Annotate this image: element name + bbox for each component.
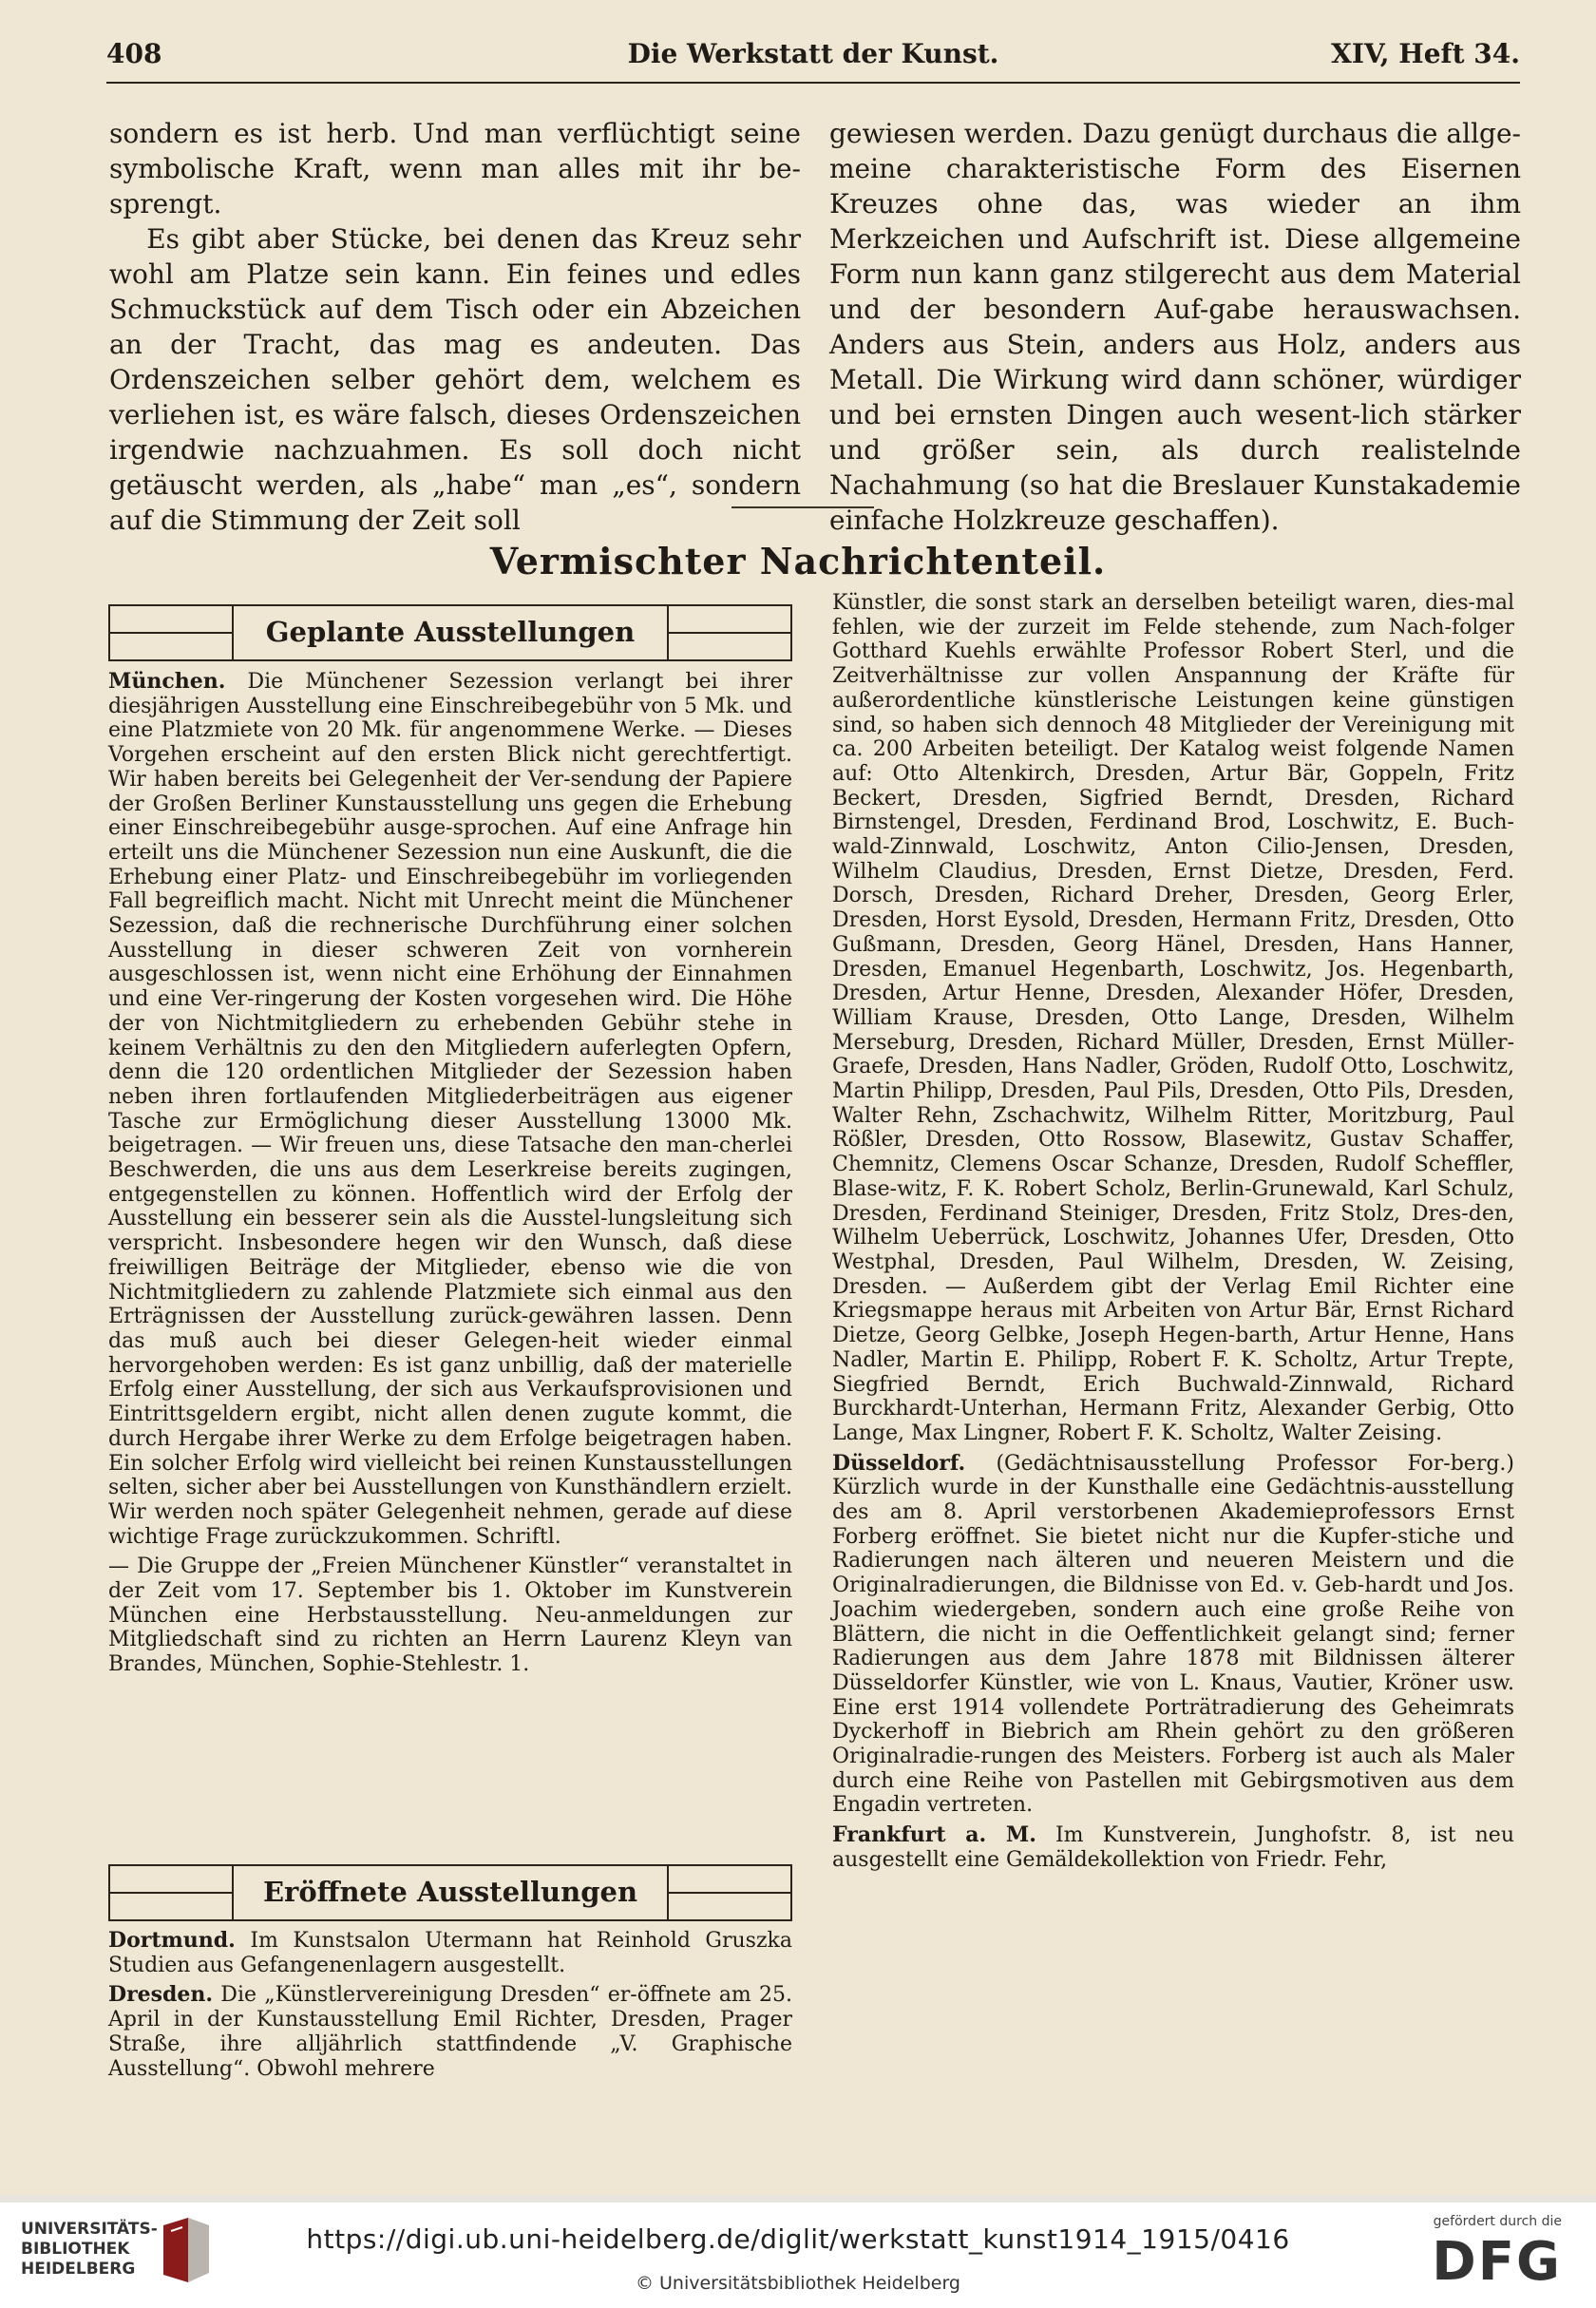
dfg-logo: DFG: [1432, 2231, 1562, 2293]
top-right-column: [829, 116, 1521, 538]
left-column-opened: [108, 1929, 792, 2081]
university-logo-text: UNIVERSITÄTS- BIBLIOTHEK HEIDELBERG: [21, 2220, 158, 2279]
copyright-notice: © Universitätsbibliothek Heidelberg: [635, 2273, 960, 2294]
place-lead: München.: [108, 669, 226, 694]
top-left-column: [109, 116, 801, 538]
issue-label: XIV, Heft 34.: [1331, 38, 1520, 69]
permalink-link[interactable]: https://digi.ub.uni-heidelberg.de/diglit/werkstatt_kunst1914_1915/0416: [306, 2223, 1290, 2255]
news-text: Die „Künstlervereinigung Dresden“ er-öffnete am 25. April in der Kunstausstellung Emil Richter, Dresden, Prager Straße, ihre alljährlich stattfindende „V. Graphische Ausstellung“. Obwohl mehrere: [108, 1983, 792, 2081]
box-heading-label: Geplante Ausstellungen: [265, 616, 636, 648]
news-item: Künstler, die sonst stark an derselben beteiligt waren, dies-mal fehlen, wie der zurzeit im Felde stehende, zum Nach-folger Gotthard Kuehls erwählte Professor Robert Sterl, und die Zeitverhältnisse zur vollen Anspannung der Kräfte für außerordentliche künstlerische Leistungen keine günstigen sind, so haben sich dennoch 48 Mitglieder der Vereinigung mit ca. 200 Arbeiten beteiligt. Der Katalog weist folgende Namen auf: Otto Altenkirch, Dresden, Artur Bär, Goppeln, Fritz Beckert, Dresden, Sigfried Berndt, Dresden, Richard Birnstengel, Dresden, Ferdinand Brod, Loschwitz, E. Buch-wald-Zinnwald, Loschwitz, Anton Cilio-Jensen, Dresden, Wilhelm Claudius, Dresden, Ernst Dietze, Dresden, Ferd. Dorsch, Dresden, Richard Dreher, Dresden, Georg Erler, Dresden, Horst Eysold, Dresden, Hermann Fritz, Dresden, Otto Gußmann, Dresden, Georg Hänel, Dresden, Hans Hanner, Dresden, Emanuel Hegenbarth, Loschwitz, Jos. Hegenbarth, Dresden, Artur Henne, Dresden, Alexander Höfer, Dresden, William Krause, Dresden, Otto Lange, Dresden, Wilhelm Merseburg, Dresden, Richard Müller, Dresden, Ernst Müller-Graefe, Dresden, Hans Nadler, Gröden, Rudolf Otto, Loschwitz, Martin Philipp, Dresden, Paul Pils, Dresden, Otto Pils, Dresden, Walter Rehn, Zschachwitz, Wilhelm Ritter, Moritzburg, Paul Rößler, Dresden, Otto Rossow, Blasewitz, Gustav Schaffer, Chemnitz, Clemens Oscar Schanze, Dresden, Rudolf Scheffler, Blase-witz, F. K. Robert Scholz, Berlin-Grunewald, Karl Schulz, Dresden, Ferdinand Steiniger, Dresden, Fritz Stolz, Dres-den, Wilhelm Ueberrück, Loschwitz, Johannes Ufer, Dresden, Otto Westphal, Dresden, Paul Wilhelm, Dresden, W. Zeising, Dresden. — Außerdem gibt der Verlag Emil Richter eine Kriegsmappe heraus mit Arbeiten von Artur Bär, Ernst Richard Dietze, Georg Gelbke, Joseph Hegen-barth, Artur Henne, Hans Nadler, Martin E. Philipp, Robert F. K. Scholtz, Artur Trepte, Siegfried Berndt, Erich Buchwald-Zinnwald, Richard Burckhardt-Unterhan, Hermann Fritz, Alexander Gerbig, Otto Lange, Max Lingner, Robert F. K. Scholtz, Walter Zeising.: [832, 591, 1514, 1445]
right-column: [832, 591, 1514, 1873]
funding-caption: gefördert durch die: [1433, 2214, 1562, 2229]
place-lead: Dresden.: [108, 1982, 214, 2008]
section-title: Vermischter Nachrichtenteil.: [489, 540, 1107, 582]
news-item: [108, 670, 792, 1549]
divider: [732, 506, 874, 508]
box-heading-planned: [108, 604, 792, 661]
news-text: Im Kunstverein, Junghofstr. 8, ist neu ausgestellt eine Gemäldekollektion von Friedr. Fehr,: [832, 1823, 1514, 1872]
news-item: [108, 1983, 792, 2081]
footer-divider: [0, 2195, 1596, 2203]
viewer-footer: [0, 2195, 1596, 2308]
running-head: [106, 34, 1520, 84]
news-item: [832, 1823, 1514, 1872]
news-text: (Gedächtnisausstellung Professor For-berg.) Kürzlich wurde in der Kunsthalle eine Gedächtnis-ausstellung des am 8. April verstorbenen Akademieprofessors Ernst Forberg eröffnet. Sie bietet nicht nur die Kupfer-stiche und Radierungen nach älteren und neueren Meistern und die Originalradierungen, die Bildnisse von Ed. v. Geb-hardt und Jos. Joachim wiedergeben, sondern auch eine große Reihe von Blättern, die nicht in die Oeffentlichkeit gelangt sind; ferner Radierungen aus dem Jahre 1878 mit Bildnissen älterer Düsseldorfer Künstler, wie von L. Knaus, Vautier, Kröner usw. Eine erst 1914 vollendete Porträtradierung des Geheimrats Dyckerhoff in Biebrich am Rhein gehört zu den größeren Originalradie-rungen des Meisters. Forberg ist auch als Maler durch eine Reihe von Pastellen mit Gebirgsmotiven aus dem Engadin vertreten.: [832, 1451, 1514, 1818]
paragraph: gewiesen werden. Dazu genügt durchaus die allge-meine charakteristische Form des Eisernen Kreuzes ohne das, was wieder an ihm Merkzeichen und Aufschrift ist. Diese allgemeine Form nun kann ganz stilgerecht aus dem Material und der besondern Auf-gabe herauswachsen. Anders aus Stein, anders aus Holz, anders aus Metall. Die Wirkung wird dann schöner, würdiger und bei ernsten Dingen auch wesent-lich stärker und größer sein, als durch realistelnde Nachahmung (so hat die Breslauer Kunstakademie einfache Holzkreuze geschaffen).: [829, 118, 1521, 536]
news-text: Die Münchener Sezession verlangt bei ihrer diesjährigen Ausstellung eine Einschreibegebühr von 5 Mk. und eine Platzmiete von 20 Mk. für angenommene Werke. — Dieses Vorgehen erscheint auf den ersten Blick nicht gerechtfertigt. Wir haben bereits bei Gelegenheit der Ver-sendung der Papiere der Großen Berliner Kunstausstellung uns gegen die Erhebung einer Einschreibegebühr ausge-sprochen. Auf eine Anfrage hin erteilt uns die Münchener Sezession nun eine Auskunft, die die Erhebung einer Platz- und Einschreibegebühr im vorliegenden Fall begreiflich macht. Nicht mit Unrecht meint die Münchener Sezession, daß die rechnerische Durchführung einer solchen Ausstellung in dieser schweren Zeit von vornherein ausgeschlossen ist, wenn nicht eine Erhöhung der Einnahmen und eine Ver-ringerung der Kosten vorgesehen wird. Die Höhe der von Nichtmitgliedern zu erhebenden Gebühr stehe in keinem Verhältnis zu den den Mitgliedern auferlegten Opfern, denn die 120 ordentlichen Mitglieder der Sezession haben neben ihren fortlaufenden Mitgliederbeiträgen aus eigener Tasche zur Ermöglichung dieser Ausstellung 13000 Mk. beigetragen. — Wir freuen uns, diese Tatsache den man-cherlei Beschwerden, die uns aus dem Leserkreise bereits zugingen, entgegenstellen zu können. Hoffentlich wird der Erfolg der Ausstellung ein besserer sein als die Ausstel-lungsleitung sich verspricht. Insbesondere hegen wir den Wunsch, daß diese freiwilligen Beiträge der Mitglieder, ebenso wie die von Nichtmitgliedern zu zahlende Platzmiete sich einmal aus den Erträgnissen der Ausstellung zurück-gewähren lassen. Denn das muß auch bei dieser Gelegen-heit wieder einmal hervorgehoben werden: Es ist ganz unbillig, daß der materielle Erfolg einer Ausstellung, der sich aus Verkaufsprovisionen und Eintrittsgeldern ergibt, nicht allen denen zugute kommt, die durch Hergabe ihrer Werke zu dem Erfolge beigetragen haben. Ein solcher Erfolg wird vielleicht bei reinen Kunstausstellungen selten, sicher aber bei Ausstellungen von Kunsthändlern erzielt. Wir werden noch später Gelegenheit nehmen, gerade auf diese wichtige Frage zurückzukommen. Schriftl.: [108, 670, 792, 1549]
box-heading-label: Eröffnete Ausstellungen: [262, 1876, 638, 1908]
place-lead: Frankfurt a. M.: [832, 1822, 1036, 1848]
journal-title: Die Werkstatt der Kunst.: [627, 38, 999, 69]
page-number: 408: [106, 38, 162, 69]
place-lead: Düsseldorf.: [832, 1450, 966, 1476]
news-text: Im Kunstsalon Utermann hat Reinhold Gruszka Studien aus Gefangenenlagern ausgestellt.: [108, 1929, 792, 1977]
paragraph: sondern es ist herb. Und man verflüchtigt seine symbolische Kraft, wenn man alles mit ihr be-sprengt.: [109, 118, 801, 219]
place-lead: Dortmund.: [108, 1928, 236, 1953]
news-item: — Die Gruppe der „Freien Münchener Künstler“ veranstaltet in der Zeit vom 17. September bis 1. Oktober im Kunstverein München eine Herbstausstellung. Neu-anmeldungen zur Mitgliedschaft sind zu richten an Herrn Laurenz Kleyn van Brandes, München, Sophie-Stehlestr. 1.: [108, 1555, 792, 1677]
paragraph: Es gibt aber Stücke, bei denen das Kreuz sehr wohl am Platze sein kann. Ein feines und edles Schmuckstück auf dem Tisch oder ein Abzeichen an der Tracht, das mag es andeuten. Das Ordenszeichen selber gehört dem, welchem es verliehen ist, es wäre falsch, dieses Ordenszeichen irgendwie nachzuahmen. Es soll doch nicht getäuscht werden, als „habe“ man „es“, sondern auf die Stimmung der Zeit soll: [109, 223, 801, 536]
news-item: [108, 1929, 792, 1977]
news-item: [832, 1452, 1514, 1819]
box-heading-opened: [108, 1864, 792, 1921]
left-column-planned: [108, 670, 792, 1677]
